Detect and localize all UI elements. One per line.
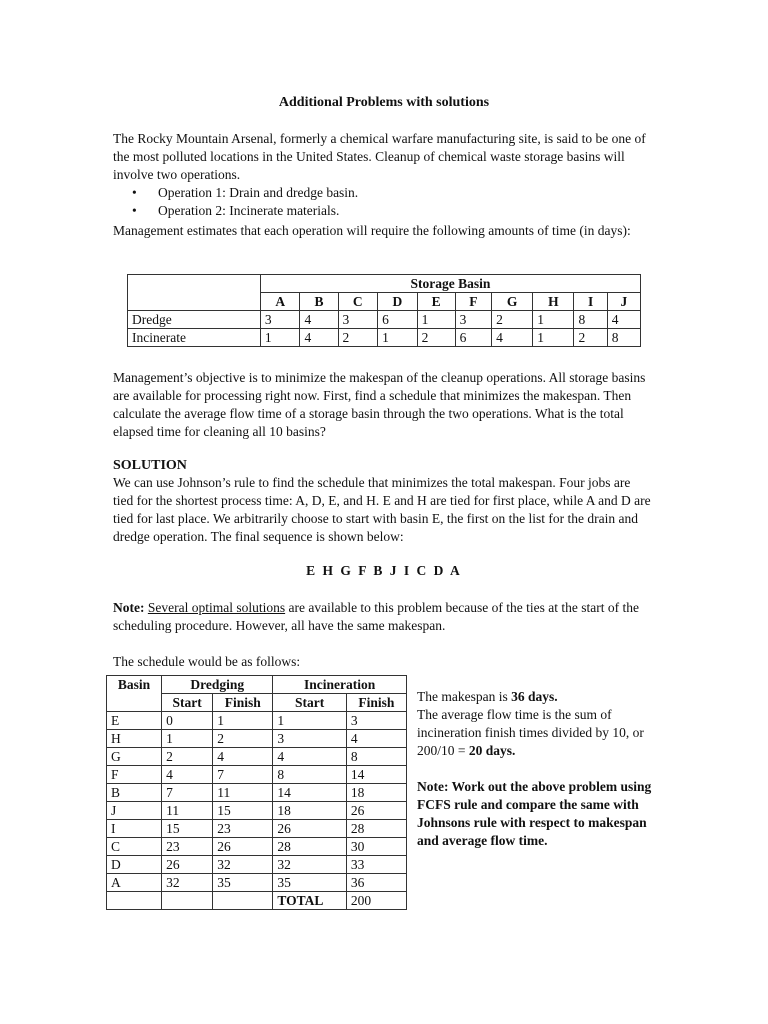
basin-cell: H [107,730,162,748]
empty-corner-cell [128,275,261,293]
time-cell: 32 [273,856,346,874]
table-row [107,748,407,766]
time-cell: 8 [574,311,607,329]
empty-corner-cell [128,293,261,311]
time-cell: 1 [533,311,574,329]
objective-paragraph: Management’s objective is to minimize the makespan of the cleanup operations. All storage basins are available for processing right now. First, find a schedule that minimizes the makespan. Then calculate the average flow time of a storage basin through the two operations. What is the total elapsed time for cleaning all 10 basins? [113,370,646,439]
time-cell: 2 [213,730,273,748]
time-cell: 6 [455,329,491,347]
time-cell: 8 [346,748,406,766]
basin-cell: I [107,820,162,838]
time-cell: 26 [213,838,273,856]
time-cell: 2 [338,329,378,347]
time-cell: 11 [213,784,273,802]
time-cell: 23 [162,838,213,856]
page-title: Additional Problems with solutions [278,95,490,110]
table-row [107,712,407,730]
time-cell: 8 [273,766,346,784]
time-cell: 2 [574,329,607,347]
empty-cell [107,892,162,910]
table-row [107,802,407,820]
time-cell: 1 [213,712,273,730]
row-label: Incinerate [128,329,261,347]
time-cell: 11 [162,802,213,820]
incin-finish-header: Finish [346,694,406,712]
schedule-table [106,675,407,910]
basin-cell: B [107,784,162,802]
intro-paragraph: The Rocky Mountain Arsenal, formerly a chemical warfare manufacturing site, is said to be one of the most polluted locations in the United States. Cleanup of chemical waste storage basins will involve two operations. [113,131,646,182]
time-cell: 8 [607,329,640,347]
basin-cell: F [107,766,162,784]
basin-column-header: G [492,293,533,311]
note-paragraph [113,599,653,635]
incineration-header: Incineration [273,676,407,694]
time-cell: 36 [346,874,406,892]
basin-column-header: A [260,293,300,311]
note-link-text: Several optimal solutions [147,600,286,615]
empty-cell [162,892,213,910]
table-row [107,820,407,838]
time-cell: 14 [346,766,406,784]
table-row [107,838,407,856]
empty-cell [107,694,162,712]
basin-cell: G [107,748,162,766]
basin-column-header: F [455,293,491,311]
basin-column-header: B [300,293,338,311]
time-cell: 2 [162,748,213,766]
basin-column-header: D [378,293,418,311]
time-cell: 7 [162,784,213,802]
basin-column-header: E [417,293,455,311]
time-cell: 1 [162,730,213,748]
time-cell: 1 [260,329,300,347]
basin-cell: C [107,838,162,856]
table-row [107,766,407,784]
time-cell: 15 [213,802,273,820]
fcfs-note: Note: Work out the above problem using FCFS rule and compare the same with Johnsons rule with respect to makespan and average flow time. [417,779,652,848]
time-cell: 14 [273,784,346,802]
flow-value: 20 days. [468,743,516,758]
basin-cell: J [107,802,162,820]
estimate-paragraph: Management estimates that each operation will require the following amounts of time (in days): [113,223,631,238]
time-cell: 1 [533,329,574,347]
basin-column-header: C [338,293,378,311]
time-cell: 4 [300,329,338,347]
time-cell: 4 [162,766,213,784]
time-cell: 4 [346,730,406,748]
time-cell: 26 [346,802,406,820]
time-cell: 35 [273,874,346,892]
table-row [107,874,407,892]
time-cell: 3 [346,712,406,730]
sequence-line: E H G F B J I C D A [306,563,462,578]
row-label: Dredge [128,311,261,329]
solution-paragraph: We can use Johnson’s rule to find the schedule that minimizes the total makespan. Four jobs are tied for the shortest process time: A, D, E, and H. E and H are tied for first place, while A and D are tied for last place. We arbitrarily choose to start with basin E, the first on the list for the drain and dredge operation. The final sequence is shown below: [113,475,651,544]
solution-heading: SOLUTION [113,458,187,473]
time-cell: 33 [346,856,406,874]
total-label: TOTAL [273,892,346,910]
time-cell: 1 [273,712,346,730]
time-cell: 30 [346,838,406,856]
operations-list [132,184,652,220]
time-cell: 6 [378,311,418,329]
storage-basin-header: Storage Basin [260,275,640,293]
time-cell: 28 [273,838,346,856]
time-cell: 28 [346,820,406,838]
operation-item: • Operation 1: Drain and dredge basin. [132,184,652,202]
time-cell: 4 [273,748,346,766]
time-cell: 4 [492,329,533,347]
basin-column-header: I [574,293,607,311]
time-cell: 26 [273,820,346,838]
time-cell: 4 [607,311,640,329]
time-cell: 26 [162,856,213,874]
table-row [107,784,407,802]
time-cell: 1 [417,311,455,329]
dredge-finish-header: Finish [213,694,273,712]
basin-cell: E [107,712,162,730]
time-cell: 3 [273,730,346,748]
storage-basin-table [127,274,641,347]
time-cell: 2 [492,311,533,329]
time-cell: 2 [417,329,455,347]
time-cell: 18 [346,784,406,802]
basin-cell: A [107,874,162,892]
time-cell: 3 [338,311,378,329]
time-cell: 32 [162,874,213,892]
total-value: 200 [346,892,406,910]
time-cell: 18 [273,802,346,820]
basin-column-header: H [533,293,574,311]
empty-cell [213,892,273,910]
time-cell: 7 [213,766,273,784]
makespan-label: The makespan is [417,689,512,704]
dredge-start-header: Start [162,694,213,712]
makespan-value: 36 days. [511,689,558,704]
table-row [107,730,407,748]
time-cell: 32 [213,856,273,874]
makespan-text [417,688,657,760]
note-label: Note: [113,600,145,615]
dredging-header: Dredging [162,676,273,694]
schedule-intro: The schedule would be as follows: [113,654,301,669]
basin-header: Basin [107,676,162,694]
time-cell: 4 [213,748,273,766]
time-cell: 3 [455,311,491,329]
incin-start-header: Start [273,694,346,712]
operation-item: • Operation 2: Incinerate materials. [132,202,652,220]
time-cell: 23 [213,820,273,838]
time-cell: 35 [213,874,273,892]
table-row [107,856,407,874]
time-cell: 0 [162,712,213,730]
time-cell: 4 [300,311,338,329]
time-cell: 1 [378,329,418,347]
time-cell: 15 [162,820,213,838]
note-rest: are available to this problem because of the ties at the start of the scheduling procedure. However, all have the same makespan. [113,600,639,633]
basin-column-header: J [607,293,640,311]
flow-label: The average flow time is the sum of incineration finish times divided by 10, or 200/10 = [417,707,644,758]
time-cell: 3 [260,311,300,329]
basin-cell: D [107,856,162,874]
